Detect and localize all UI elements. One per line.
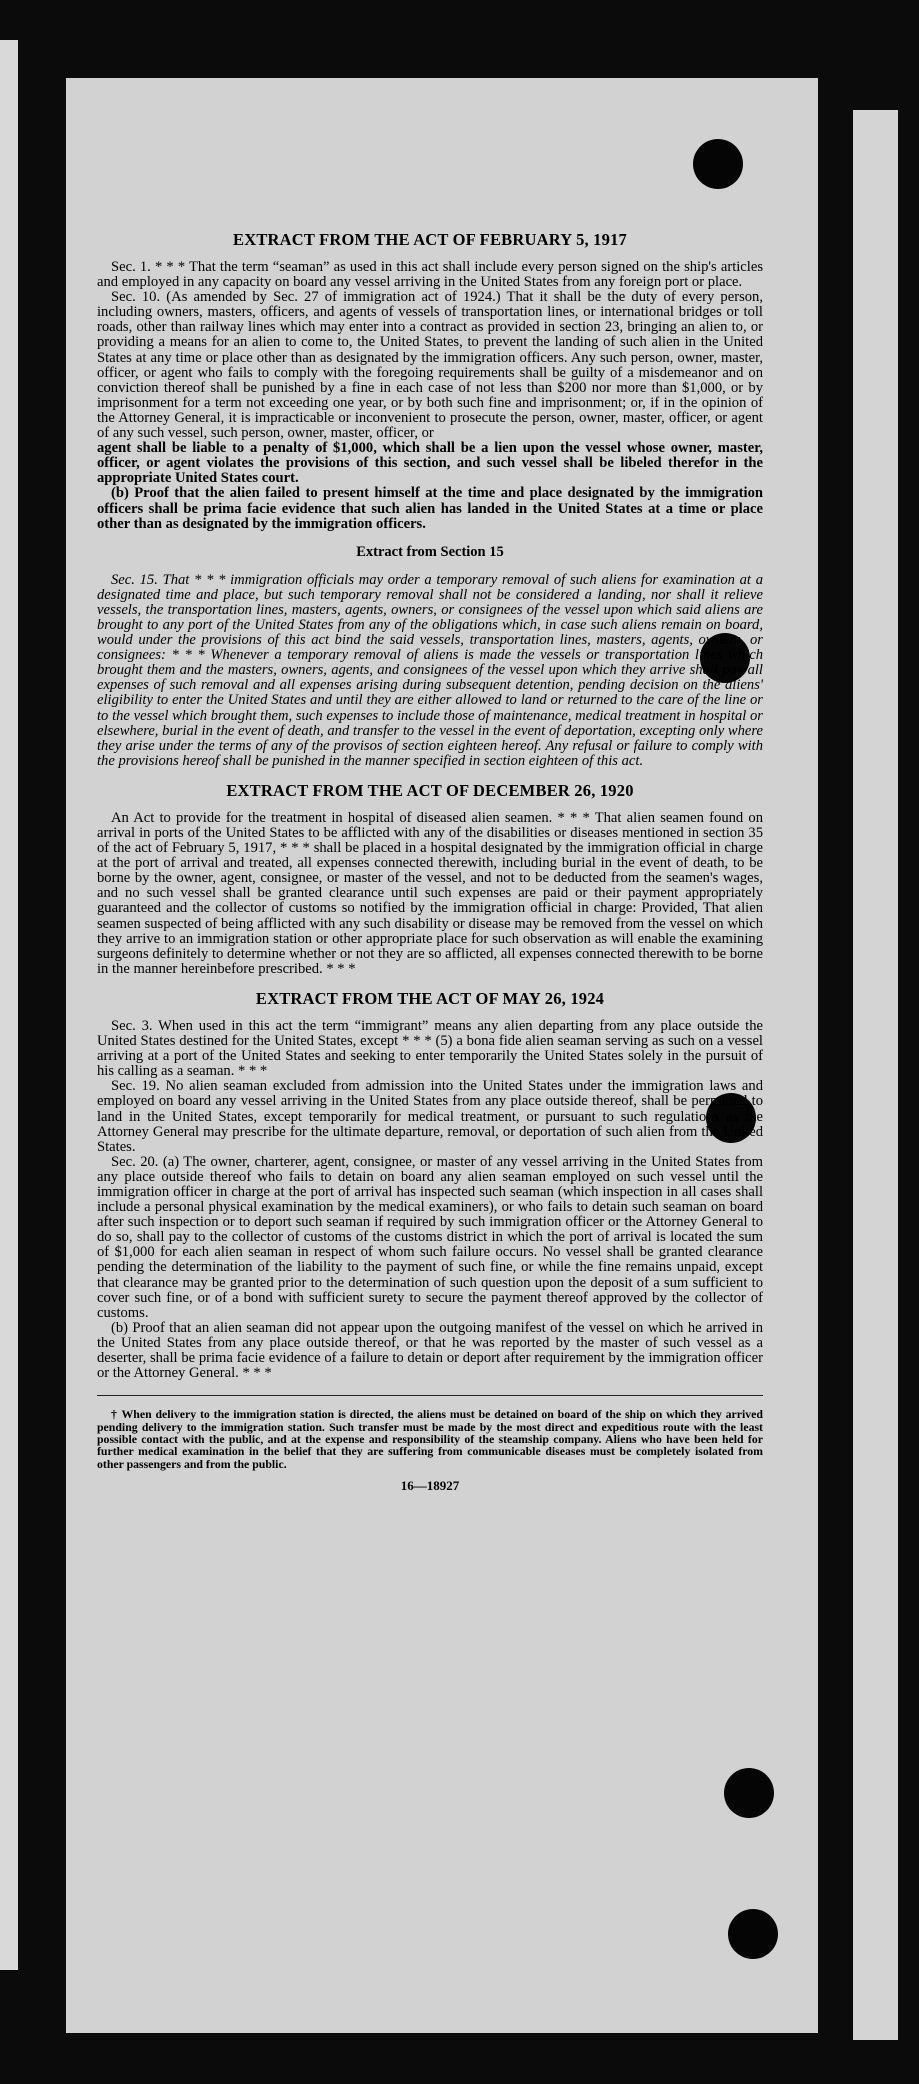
section-20a-paragraph: Sec. 20. (a) The owner, charterer, agent, consignee, or master of any vessel arriving in the United States from any place outside thereof who fails to detain on board any alien seaman employed on such vessel until the immigration officer in charge at the port of arrival has inspected such seaman (which inspection in all cases shall include a personal physical examination by the medical examiners), or who fails to detain such seaman on board after such inspection or to deport such seaman if required by such immigration officer or the Attorney General to do so, shall pay to the collector of customs of the customs district in which the port of arrival is located the sum of $1,000 for each alien seaman in respect of whom such failure occurs. No vessel shall be granted clearance pending the determination of the liability to the payment of such fine, or while the fine remains unpaid, except that clearance may be granted prior to the determination of such question upon the deposit of a sum sufficient to cover such fine, or of a bond with sufficient surety to secure the payment thereof approved by the collector of customs. — [97, 1153, 763, 1321]
section-10-proof-paragraph: (b) Proof that the alien failed to present himself at the time and place designated by the immigration officers shall be prima facie evidence that such alien has landed in the United States at a time or place other than as designated by the immigration officers. — [97, 485, 763, 532]
heading-act-feb-1917: EXTRACT FROM THE ACT OF FEBRUARY 5, 1917 — [233, 230, 627, 249]
heading-act-may-1924: EXTRACT FROM THE ACT OF MAY 26, 1924 — [255, 988, 605, 1008]
punch-hole-bottom — [728, 1909, 778, 1959]
footnote-text: When delivery to the immigration station is directed, the aliens must be detained on board of the ship on which they arrived pending delivery to the immigration station. Such transfer must be made by the most direct and expeditious route with the least possible contact with the public, and at the expense and responsibility of the steamship company. Aliens who have been held for further medical examination in the belief that they are suffering from communicable diseases must be completely isolated from other passengers and from the public. — [97, 1407, 763, 1471]
form-number: 16—18927 — [400, 1478, 460, 1494]
section-10-paragraph: Sec. 10. (As amended by Sec. 27 of immigration act of 1924.) That it shall be the duty of every person, including owners, masters, officers, and agents of vessels of transportation lines, or international bridges or toll roads, other than railway lines which may enter into a contract as provided in section 23, bringing an alien to, or providing a means for an alien to come to, the United States, to prevent the landing of such alien in the United States at any time or place other than as designated by the immigration officers. Any such person, owner, master, officer, or agent who fails to comply with the foregoing requirements shall be guilty of a misdemeanor and on conviction thereof shall be punished by a fine in each case of not less than $200 nor more than $1,000, or by imprisonment for a term not exceeding one year, or by both such fine and imprisonment; or, if in the opinion of the Attorney General, it is impracticable or inconvenient to prosecute the person, owner, master, officer, or agent of any such vessel, such person, owner, master, officer, or — [97, 289, 763, 442]
section-20b-paragraph: (b) Proof that an alien seaman did not appear upon the outgoing manifest of the vessel on which he arrived in the United States from any place outside thereof, or that he was reported by the master of such vessel as a deserter, shall be prima facie evidence of a failure to detain or deport after requirement by the immigration officer or the Attorney General. * * * — [97, 1319, 763, 1382]
right-paper-edge — [853, 110, 898, 2040]
section-10-penalty-paragraph: agent shall be liable to a penalty of $1,000, which shall be a lien upon the vessel whose owner, master, officer, or agent violates the provisions of this section, and such vessel shall be libeled therefor in the appropriate United States court. — [97, 440, 763, 487]
section-1-paragraph: Sec. 1. * * * That the term “seaman” as used in this act shall include every person signed on the ship's articles and employed in any capacity on board any vessel arriving in the United States from any foreign port or place. — [97, 259, 763, 291]
footnote — [97, 1408, 763, 1470]
act-1920-paragraph: An Act to provide for the treatment in hospital of diseased alien seamen. * * * That alien seamen found on arrival in ports of the United States to be afflicted with any of the disabilities or diseases mentioned in section 35 of the act of February 5, 1917, * * * shall be placed in a hospital designated by the immigration official in charge at the port of arrival and treated, all expenses connected therewith, including burial in the event of death, to be borne by the owner, agent, consignee, or master of the vessel, and not to be deducted from the seamen's wages, and no such vessel shall be granted clearance until such expenses are paid or their payment appropriately guaranteed and the collector of customs so notified by the immigration official in charge: Provided, That alien seamen suspected of being afflicted with any such disability or disease may be removed from the vessel on which they arrive to an immigration station or other appropriate place for such observation as will enable the examining surgeons definitely to determine whether or not they are so afflicted, all expenses connected therewith to be borne in the manner hereinbefore prescribed. * * * — [97, 809, 763, 977]
punch-hole-top — [693, 139, 743, 189]
heading-section-15: Extract from Section 15 — [356, 543, 504, 560]
document-text — [97, 230, 763, 1494]
punch-hole-lower-middle — [724, 1768, 774, 1818]
footnote-divider — [97, 1395, 763, 1396]
section-3-paragraph: Sec. 3. When used in this act the term “immigrant” means any alien departing from any place outside the United States destined for the United States, except * * * (5) a bona fide alien seaman serving as such on a vessel arriving at a port of the United States and seeking to enter temporarily the United States solely in the pursuit of his calling as a seaman. * * * — [97, 1017, 763, 1080]
footnote-mark: † — [111, 1407, 118, 1422]
heading-act-dec-1920: EXTRACT FROM THE ACT OF DECEMBER 26, 1920 — [226, 780, 634, 800]
left-paper-edge — [0, 40, 18, 1970]
section-15-paragraph: Sec. 15. That * * * immigration officials may order a temporary removal of such aliens for examination at a designated time and place, but such temporary removal shall not be considered a landing, nor shall it relieve vessels, the transportation lines, masters, agents, owners, or consignees of the vessel upon which said aliens are brought to any port of the United States from any of the obligations which, in case such aliens remain on board, would under the provisions of this act bind the said vessels, transportation lines, masters, agents, owners, or consignees: * * * Whenever a temporary removal of aliens is made the vessels or transportation lines which brought them and the masters, owners, agents, and consignees of the vessel upon which they arrive shall pay all expenses of such removal and all expenses arising during subsequent detention, pending decision on the aliens' eligibility to enter the United States and until they are either allowed to land or returned to the care of the line or to the vessel which brought them, such expenses to include those of maintenance, medical treatment in hospital or elsewhere, burial in the event of death, and transfer to the vessel in the event of deportation, excepting only where they arise under the terms of any of the provisos of section eighteen hereof. Any refusal or failure to comply with the provisions hereof shall be punished in the manner specified in section eighteen of this act. — [97, 571, 763, 769]
section-19-paragraph: Sec. 19. No alien seaman excluded from admission into the United States under the immigration laws and employed on board any vessel arriving in the United States from any place outside thereof, shall be permitted to land in the United States, except temporarily for medical treatment, or pursuant to such regulations as the Attorney General may prescribe for the ultimate departure, removal, or deportation of such alien from the United States. — [97, 1078, 763, 1155]
